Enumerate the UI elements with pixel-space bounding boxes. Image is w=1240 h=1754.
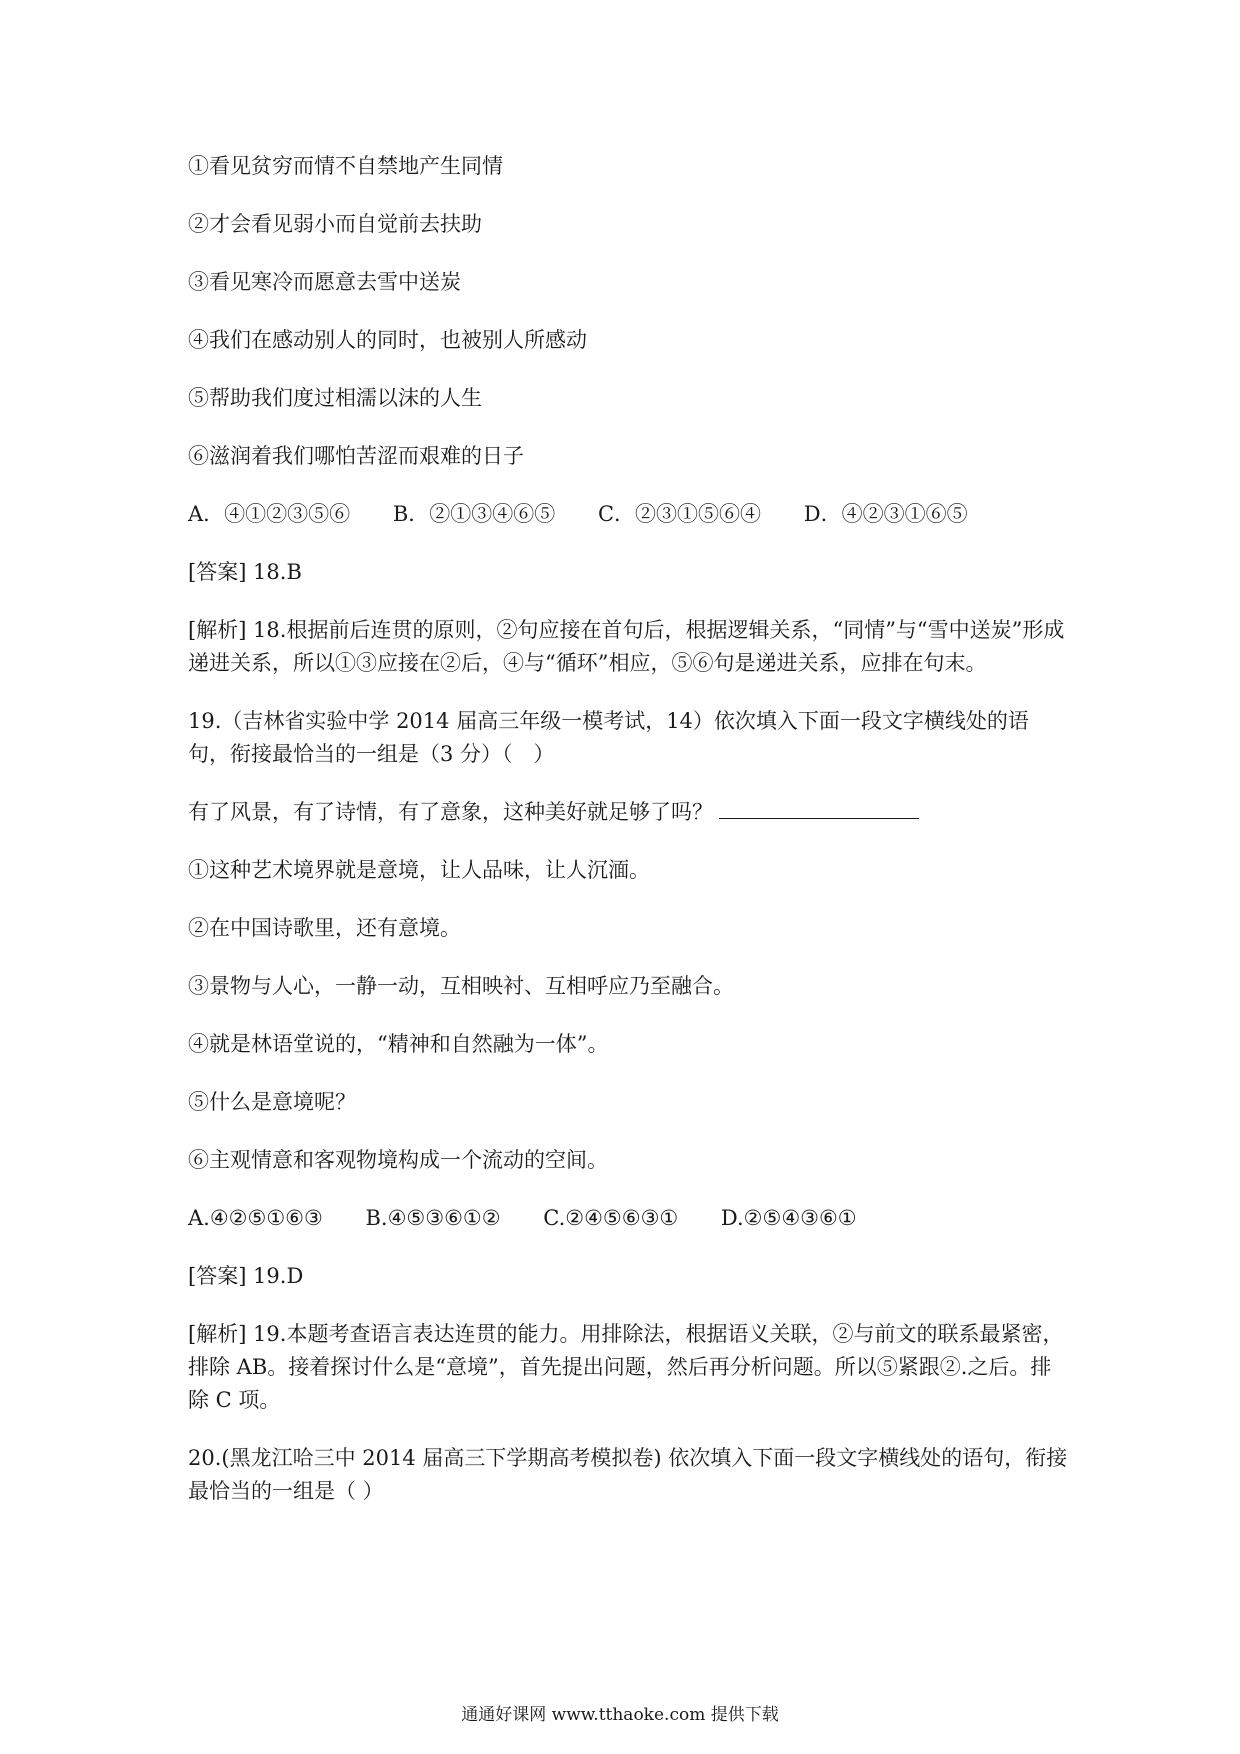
q18-analysis: [解析] 18.根据前后连贯的原则，②句应接在首句后，根据逻辑关系，“同情”与“雪中送炭”形成递进关系，所以①③应接在②后，④与“循环”相应，⑤⑥句是递进关系，应排在句末。 [188, 618, 1065, 675]
q20-question: 20.(黑龙江哈三中 2014 届高三下学期高考模拟卷) 依次填入下面一段文字横线处的语句，衔接最恰当的一组是（ ） [188, 1446, 1068, 1503]
document-body [188, 150, 1068, 1533]
page-footer: 通通好课网 www.tthaoke.com 提供下载 [461, 1705, 779, 1725]
q18-option-a: A．④①②③⑤⑥ [188, 502, 351, 526]
q19-item-6: ⑥主观情意和客观物境构成一个流动的空间。 [188, 1148, 608, 1172]
q19-answer: [答案] 19.D [188, 1264, 304, 1288]
q18-option-d: D．④②③①⑥⑤ [803, 502, 968, 526]
q18-item-5: ⑤帮助我们度过相濡以沫的人生 [188, 386, 482, 410]
q19-options [188, 1202, 1068, 1235]
q19-item-3: ③景物与人心，一静一动，互相映衬、互相呼应乃至融合。 [188, 974, 734, 998]
q18-option-c: C．②③①⑤⑥④ [597, 502, 762, 526]
q19-option-b: B.④⑤③⑥①② [365, 1206, 501, 1230]
q19-item-2: ②在中国诗歌里，还有意境。 [188, 916, 461, 940]
q18-item-6: ⑥滋润着我们哪怕苦涩而艰难的日子 [188, 444, 524, 468]
q19-passage-text: 有了风景，有了诗情，有了意象，这种美好就足够了吗？ [188, 800, 713, 824]
q18-item-2: ②才会看见弱小而自觉前去扶助 [188, 212, 482, 236]
q19-option-d: D.②⑤④③⑥① [720, 1206, 857, 1230]
q18-item-4: ④我们在感动别人的同时，也被别人所感动 [188, 328, 587, 352]
q18-option-b: B．②①③④⑥⑤ [392, 502, 556, 526]
q19-item-4: ④就是林语堂说的，“精神和自然融为一体”。 [188, 1032, 609, 1056]
q19-option-c: C.②④⑤⑥③① [543, 1206, 679, 1230]
q19-item-1: ①这种艺术境界就是意境，让人品味，让人沉湎。 [188, 858, 650, 882]
q19-analysis: [解析] 19.本题考查语言表达连贯的能力。用排除法，根据语义关联，②与前文的联系最紧密，排除 AB。接着探讨什么是“意境”，首先提出问题，然后再分析问题。所以⑤紧跟②.之后。排除 C 项。 [188, 1322, 1064, 1412]
q19-option-a: A.④②⑤①⑥③ [188, 1206, 323, 1230]
q18-item-1: ①看见贫穷而情不自禁地产生同情 [188, 154, 503, 178]
q18-options [188, 498, 1068, 531]
q19-item-5: ⑤什么是意境呢？ [188, 1090, 356, 1114]
answer-blank-line [719, 796, 919, 819]
q19-question: 19.（吉林省实验中学 2014 届高三年级一模考试，14）依次填入下面一段文字横线处的语句，衔接最恰当的一组是（3 分）（ ） [188, 709, 1029, 766]
q18-item-3: ③看见寒冷而愿意去雪中送炭 [188, 270, 461, 294]
q19-passage [188, 796, 1068, 829]
q18-answer: [答案] 18.B [188, 560, 302, 584]
